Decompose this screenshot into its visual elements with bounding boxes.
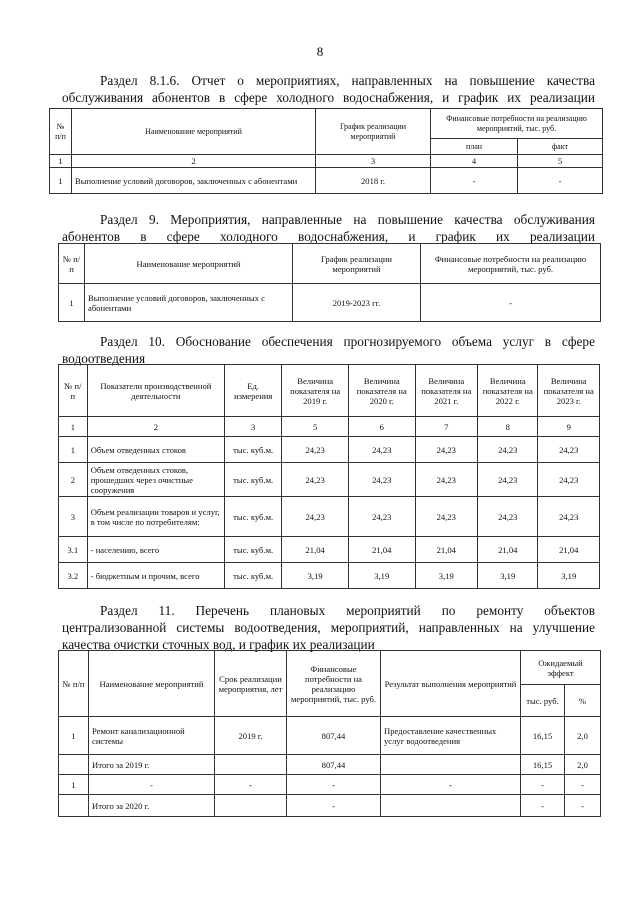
page-number: 8 <box>316 44 324 59</box>
section-11-heading <box>62 602 595 653</box>
heading-line: Раздел 10. Обоснование обеспечения прогнозируемого объема услуг в сфере <box>100 334 595 349</box>
table-cell: 21,04 <box>415 537 478 563</box>
table-cell: - <box>287 775 381 795</box>
table-cell: 3,19 <box>282 563 349 589</box>
table-cell: Ремонт канализационной системы <box>89 717 215 755</box>
table-row <box>59 284 601 322</box>
table-row <box>59 563 600 589</box>
header-cell: Ожидаемый эффект <box>521 651 601 685</box>
table-cell: Объем отведенных стоков <box>87 437 224 463</box>
table-cell: - <box>521 795 565 817</box>
table-cell: 24,23 <box>538 497 600 537</box>
table-cell <box>59 755 89 775</box>
header-cell: Величина показателя на 2021 г. <box>415 365 478 417</box>
header-cell: Наименование мероприятий <box>89 651 215 717</box>
table-section-11 <box>58 650 601 817</box>
header-cell: Наименование мероприятий <box>72 109 316 155</box>
table-cell: 1 <box>59 284 85 322</box>
heading-line: Раздел 11. Перечень плановых мероприятий по ремонту объектов <box>100 603 595 618</box>
table-cell: 3 <box>224 417 281 437</box>
table-cell: Итого за 2019 г. <box>89 755 215 775</box>
table-cell <box>215 755 287 775</box>
section-8-1-6-heading <box>62 72 595 106</box>
table-cell: - <box>421 284 601 322</box>
header-cell: % <box>565 685 601 717</box>
column-number-row <box>59 417 600 437</box>
table-cell: 2 <box>72 155 316 168</box>
table-cell: 6 <box>348 417 415 437</box>
header-cell: Наименование мероприятий <box>85 244 293 284</box>
header-cell: Величина показателя на 2022 г. <box>478 365 538 417</box>
table-cell: 5 <box>518 155 603 168</box>
table-cell: - <box>287 795 381 817</box>
table-cell: 1 <box>59 717 89 755</box>
table-cell: 3 <box>59 497 88 537</box>
table-row <box>59 437 600 463</box>
table-cell: 3 <box>316 155 431 168</box>
table-cell: 807,44 <box>287 717 381 755</box>
header-cell: График реализации мероприятий <box>316 109 431 155</box>
table-cell <box>381 755 521 775</box>
header-cell: факт <box>518 139 603 155</box>
table-cell <box>59 795 89 817</box>
table-cell: Выполнение условий договоров, заключенных с абонентами <box>85 284 293 322</box>
table-cell: - <box>518 168 603 194</box>
table-cell: 2 <box>59 463 88 497</box>
table-section-8-1-6 <box>49 108 603 194</box>
heading-line: абонентов в сфере холодного водоснабжения, и график их реализации <box>62 229 595 244</box>
table-cell: 807,44 <box>287 755 381 775</box>
table-cell: 9 <box>538 417 600 437</box>
table-cell: 24,23 <box>415 463 478 497</box>
table-cell: - <box>215 775 287 795</box>
heading-line: качества очистки сточных вод, и график их реализации <box>62 637 375 652</box>
table-row <box>59 755 601 775</box>
table-cell: - населению, всего <box>87 537 224 563</box>
header-cell: Финансовые потребности на реализацию мероприятий, тыс. руб. <box>421 244 601 284</box>
table-cell: 24,23 <box>348 463 415 497</box>
table-cell: 24,23 <box>415 497 478 537</box>
table-cell: 3,19 <box>538 563 600 589</box>
table-section-10 <box>58 364 600 589</box>
header-cell: Величина показателя на 2023 г. <box>538 365 600 417</box>
table-cell: - <box>521 775 565 795</box>
table-cell: 2019-2023 гг. <box>293 284 421 322</box>
table-cell <box>215 795 287 817</box>
table-cell: 24,23 <box>478 497 538 537</box>
table-cell: 21,04 <box>348 537 415 563</box>
table-cell: тыс. куб.м. <box>224 537 281 563</box>
table-cell: 24,23 <box>282 497 349 537</box>
header-cell: № п/п <box>50 109 72 155</box>
table-cell: 3,19 <box>348 563 415 589</box>
table-cell: 1 <box>59 437 88 463</box>
table-cell: - <box>565 775 601 795</box>
table-cell: 21,04 <box>282 537 349 563</box>
table-cell <box>381 795 521 817</box>
table-cell: Предоставление качественных услуг водоотведения <box>381 717 521 755</box>
section-9-heading <box>62 211 595 245</box>
heading-line: Раздел 8.1.6. Отчет о мероприятиях, направленных на повышение качества <box>100 73 595 88</box>
table-cell: 24,23 <box>538 463 600 497</box>
table-cell: 24,23 <box>282 437 349 463</box>
header-cell: № п/п <box>59 244 85 284</box>
header-cell: Финансовые потребности на реализацию мероприятий, тыс. руб. <box>287 651 381 717</box>
table-section-9 <box>58 243 601 322</box>
table-cell: 24,23 <box>348 497 415 537</box>
table-cell: тыс. куб.м. <box>224 463 281 497</box>
header-cell: № п/п <box>59 365 88 417</box>
table-cell: 7 <box>415 417 478 437</box>
header-cell: Финансовые потребности на реализацию мероприятий, тыс. руб. <box>431 109 603 139</box>
table-cell: 1 <box>50 168 72 194</box>
header-cell: Срок реализации мероприятия, лет <box>215 651 287 717</box>
table-row <box>59 775 601 795</box>
table-row <box>50 168 603 194</box>
table-cell: 24,23 <box>348 437 415 463</box>
table-cell: 1 <box>59 775 89 795</box>
heading-line: централизованной системы водоотведения, мероприятий, направленных на улучшение <box>62 620 595 635</box>
table-cell: тыс. куб.м. <box>224 497 281 537</box>
table-cell: 24,23 <box>282 463 349 497</box>
table-cell: Выполнение условий договоров, заключенных с абонентами <box>72 168 316 194</box>
header-cell: Показатели производственной деятельности <box>87 365 224 417</box>
table-cell: 24,23 <box>478 463 538 497</box>
table-cell: 24,23 <box>538 437 600 463</box>
heading-line: водоотведения <box>62 351 146 366</box>
table-cell: 24,23 <box>478 437 538 463</box>
table-cell: Итого за 2020 г. <box>89 795 215 817</box>
section-10-heading <box>62 333 595 367</box>
heading-line: Раздел 9. Мероприятия, направленные на повышение качества обслуживания <box>100 212 595 227</box>
table-cell: 2,0 <box>565 755 601 775</box>
table-cell: 21,04 <box>478 537 538 563</box>
table-cell: 3,19 <box>478 563 538 589</box>
table-cell: Объем реализации товаров и услуг, в том числе по потребителям: <box>87 497 224 537</box>
table-cell: 4 <box>431 155 518 168</box>
table-row <box>59 497 600 537</box>
table-cell: 8 <box>478 417 538 437</box>
table-cell: - <box>89 775 215 795</box>
table-cell: - <box>431 168 518 194</box>
table-cell: 2018 г. <box>316 168 431 194</box>
table-cell: 21,04 <box>538 537 600 563</box>
table-row <box>59 537 600 563</box>
header-cell: График реализации мероприятий <box>293 244 421 284</box>
table-cell: Объем отведенных стоков, прошедших через очистные сооружения <box>87 463 224 497</box>
header-cell: Результат выполнения мероприятий <box>381 651 521 717</box>
table-cell: - <box>381 775 521 795</box>
header-cell: тыс. руб. <box>521 685 565 717</box>
table-cell: - бюджетным и прочим, всего <box>87 563 224 589</box>
table-cell: тыс. куб.м. <box>224 563 281 589</box>
table-cell: 24,23 <box>415 437 478 463</box>
table-cell: 5 <box>282 417 349 437</box>
header-cell: Величина показателя на 2019 г. <box>282 365 349 417</box>
header-cell: Величина показателя на 2020 г. <box>348 365 415 417</box>
table-cell: 3.1 <box>59 537 88 563</box>
table-cell: 3,19 <box>415 563 478 589</box>
table-cell: 2 <box>87 417 224 437</box>
table-cell: 1 <box>59 417 88 437</box>
table-cell: - <box>565 795 601 817</box>
table-cell: 2,0 <box>565 717 601 755</box>
table-cell: 16,15 <box>521 755 565 775</box>
header-cell: № п/п <box>59 651 89 717</box>
table-cell: 2019 г. <box>215 717 287 755</box>
table-row <box>59 717 601 755</box>
table-row <box>59 463 600 497</box>
table-cell: 3.2 <box>59 563 88 589</box>
table-cell: 16,15 <box>521 717 565 755</box>
table-row <box>59 795 601 817</box>
table-cell: тыс. куб.м. <box>224 437 281 463</box>
header-cell: Ед. измерения <box>224 365 281 417</box>
heading-line: обслуживания абонентов в сфере холодного водоснабжения, и график их реализации <box>62 90 595 105</box>
header-cell: план <box>431 139 518 155</box>
table-cell: 1 <box>50 155 72 168</box>
column-number-row <box>50 155 603 168</box>
